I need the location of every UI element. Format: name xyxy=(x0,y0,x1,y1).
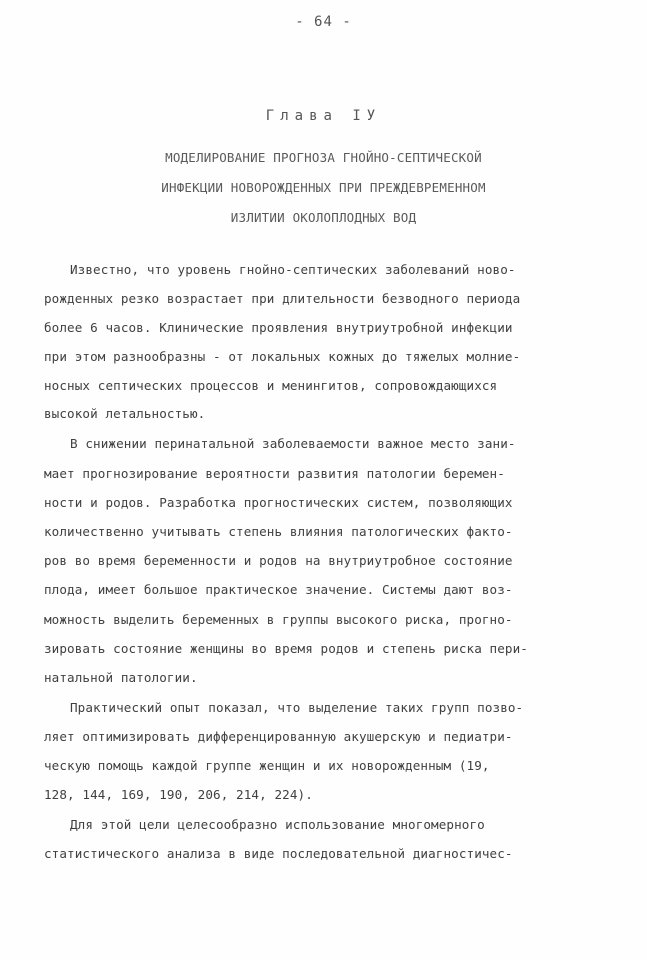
paragraph-line: В снижении перинатальной заболеваемости важное место зани- xyxy=(70,436,516,451)
paragraph-line: количественно учитывать степень влияния патологических факто- xyxy=(44,524,513,539)
paragraph-line: натальной патологии. xyxy=(44,670,198,685)
paragraph-line: носных септических процессов и менингитов, сопровождающихся xyxy=(44,378,498,393)
paragraph-line: рожденных резко возрастает при длительности безводного периода xyxy=(44,291,521,306)
paragraph-line: Для этой цели целесообразно использование многомерного xyxy=(70,817,485,832)
paragraph-line: плода, имеет большое практическое значение. Системы дают воз- xyxy=(44,582,513,597)
paragraph-line: Известно, что уровень гнойно-септических заболеваний ново- xyxy=(70,262,516,277)
paragraph-line: ров во время беременности и родов на внутриутробное состояние xyxy=(44,553,513,568)
chapter-title-line: МОДЕЛИРОВАНИЕ ПРОГНОЗА ГНОЙНО-СЕПТИЧЕСКОЙ xyxy=(165,150,482,165)
paragraph-line: ности и родов. Разработка прогностических систем, позволяющих xyxy=(44,495,513,510)
paragraph-line: ческую помощь каждой группе женщин и их новорожденным (19, xyxy=(44,758,490,773)
paragraph-line: зировать состояние женщины во время родов и степень риска пери- xyxy=(44,641,528,656)
chapter-heading: Глава IУ xyxy=(265,108,382,124)
paragraph-line: ляет оптимизировать дифференцированную акушерскую и педиатри- xyxy=(44,729,513,744)
paragraph-line: мает прогнозирование вероятности развития патологии беремен- xyxy=(44,466,505,481)
paragraph-line: при этом разнообразны - от локальных кожных до тяжелых молние- xyxy=(44,349,521,364)
paragraph-line: Практический опыт показал, что выделение таких групп позво- xyxy=(70,700,524,715)
paragraph-line: высокой летальностью. xyxy=(44,406,206,421)
paragraph-line: можность выделить беременных в группы высокого риска, прогно- xyxy=(44,612,513,627)
page-number: - 64 - xyxy=(295,14,352,30)
chapter-title-line: ИНФЕКЦИИ НОВОРОЖДЕННЫХ ПРИ ПРЕЖДЕВРЕМЕННОМ xyxy=(161,180,486,195)
paragraph-line: 128, 144, 169, 190, 206, 214, 224). xyxy=(44,787,313,802)
paragraph-line: статистического анализа в виде последовательной диагностичес- xyxy=(44,846,513,861)
paragraph-line: более 6 часов. Клинические проявления внутриутробной инфекции xyxy=(44,320,513,335)
chapter-title-line: ИЗЛИТИИ ОКОЛОПЛОДНЫХ ВОД xyxy=(230,210,417,225)
